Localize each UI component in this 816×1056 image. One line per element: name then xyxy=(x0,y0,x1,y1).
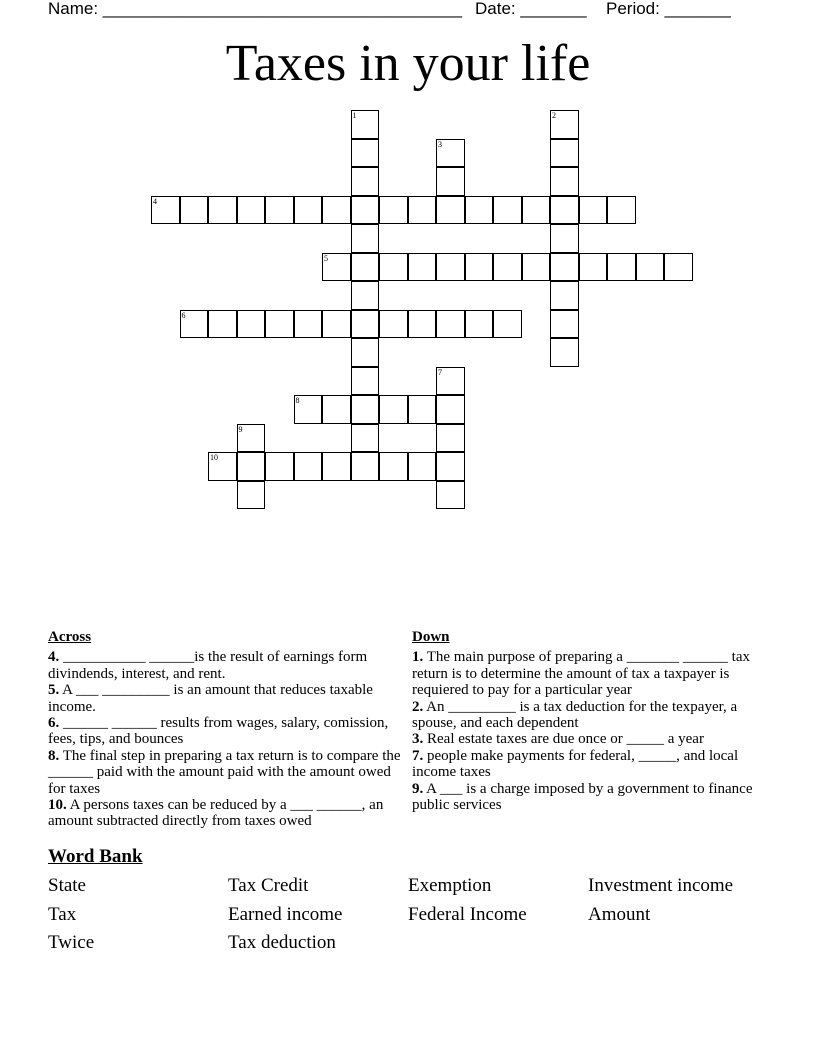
crossword-cell[interactable] xyxy=(522,196,551,225)
crossword-cell[interactable] xyxy=(294,310,323,339)
crossword-cell[interactable] xyxy=(550,139,579,168)
crossword-cell[interactable] xyxy=(322,310,351,339)
crossword-cell[interactable] xyxy=(351,452,380,481)
clue-number: 10 xyxy=(210,453,218,462)
clue-number: 9 xyxy=(238,424,243,434)
clue-down-9: 9. A ___ is a charge imposed by a government to finance public services xyxy=(412,780,753,814)
crossword-cell[interactable] xyxy=(465,196,494,225)
crossword-cell[interactable] xyxy=(436,367,465,396)
crossword-cell[interactable] xyxy=(237,196,266,225)
crossword-cell[interactable] xyxy=(607,196,636,225)
date-field-label[interactable]: Date: _______ xyxy=(475,0,587,18)
clue-number: 8 xyxy=(295,396,300,405)
crossword-cell[interactable] xyxy=(351,253,380,282)
crossword-cell[interactable] xyxy=(550,224,579,253)
word-bank-item: Earned income xyxy=(228,904,343,925)
crossword-cell[interactable] xyxy=(294,196,323,225)
clue-down-7: 7. people make payments for federal, _____, and local income taxes xyxy=(412,747,739,781)
crossword-cell[interactable] xyxy=(408,452,437,481)
crossword-cell[interactable] xyxy=(351,338,380,367)
crossword-cell[interactable] xyxy=(351,167,380,196)
crossword-cell[interactable] xyxy=(579,196,608,225)
crossword-cell[interactable] xyxy=(351,281,380,310)
crossword-cell[interactable] xyxy=(436,310,465,339)
crossword-cell[interactable] xyxy=(351,196,380,225)
crossword-cell[interactable] xyxy=(237,424,266,453)
word-bank-item: Tax xyxy=(48,904,77,925)
crossword-cell[interactable] xyxy=(294,452,323,481)
clue-number: 2 xyxy=(552,111,556,120)
crossword-cell[interactable] xyxy=(322,452,351,481)
page-title: Taxes in your life xyxy=(225,35,591,92)
clue-number: 1 xyxy=(352,111,357,120)
name-field-label[interactable]: Name: ______________________________________ xyxy=(48,0,463,18)
crossword-cell[interactable] xyxy=(408,196,437,225)
word-bank-item: Tax deduction xyxy=(228,932,336,953)
clue-number: 5 xyxy=(324,253,328,263)
crossword-cell[interactable] xyxy=(493,196,522,225)
crossword-cell[interactable] xyxy=(408,310,437,339)
clue-across-5: 5. A ___ _________ is an amount that reduces taxable income. xyxy=(48,682,373,715)
crossword-cell[interactable] xyxy=(351,367,380,396)
across-clues xyxy=(48,629,406,830)
word-bank-item: State xyxy=(48,875,86,896)
crossword-cell[interactable] xyxy=(436,395,465,424)
word-bank-item: Exemption xyxy=(408,875,492,896)
crossword-cell[interactable] xyxy=(237,481,266,510)
clue-across-8: 8. The final step in preparing a tax return is to compare the ______ paid with the amount paid with the amount owed for taxes xyxy=(48,747,401,797)
crossword-cell[interactable] xyxy=(322,196,351,225)
crossword-cell[interactable] xyxy=(550,167,579,196)
crossword-cell[interactable] xyxy=(265,310,294,339)
crossword-cell[interactable] xyxy=(550,110,579,139)
crossword-cell[interactable] xyxy=(379,395,408,424)
crossword-cell[interactable] xyxy=(351,424,380,453)
word-bank-item: Federal Income xyxy=(408,904,527,925)
crossword-cell[interactable] xyxy=(180,196,209,225)
crossword-cell[interactable] xyxy=(436,253,465,282)
crossword-cell[interactable] xyxy=(208,196,237,225)
word-bank-item: Amount xyxy=(588,904,651,925)
crossword-cell[interactable] xyxy=(265,196,294,225)
word-bank-item: Tax Credit xyxy=(228,875,309,896)
period-field-label[interactable]: Period: _______ xyxy=(606,0,731,18)
clue-number: 3 xyxy=(438,139,442,149)
clue-number: 7 xyxy=(438,367,442,377)
crossword-cell[interactable] xyxy=(664,253,693,282)
crossword-cell[interactable] xyxy=(322,253,351,282)
crossword-cell[interactable] xyxy=(408,395,437,424)
crossword-cell[interactable] xyxy=(351,310,380,339)
crossword-cell[interactable] xyxy=(436,452,465,481)
crossword-cell[interactable] xyxy=(436,424,465,453)
crossword-cell[interactable] xyxy=(237,310,266,339)
clue-across-4: 4. ___________ ______is the result of earnings form divindends, interest, and rent. xyxy=(48,649,368,682)
crossword-cell[interactable] xyxy=(351,395,380,424)
crossword-cell[interactable] xyxy=(550,338,579,367)
crossword-cell[interactable] xyxy=(436,481,465,510)
crossword-cell[interactable] xyxy=(550,253,579,282)
crossword-cell[interactable] xyxy=(208,310,237,339)
crossword-cell[interactable] xyxy=(351,110,380,139)
crossword-cell[interactable] xyxy=(550,310,579,339)
word-bank-heading: Word Bank xyxy=(48,846,143,867)
crossword-cell[interactable] xyxy=(522,253,551,282)
clue-number: 4 xyxy=(153,196,157,206)
crossword-cell[interactable] xyxy=(579,253,608,282)
crossword-cell[interactable] xyxy=(379,253,408,282)
crossword-cell[interactable] xyxy=(636,253,665,282)
across-heading: Across xyxy=(48,629,92,645)
crossword-cell[interactable] xyxy=(436,167,465,196)
word-bank-item: Investment income xyxy=(588,875,734,896)
crossword-cell[interactable] xyxy=(379,310,408,339)
crossword-cell[interactable] xyxy=(294,395,323,424)
crossword-cell[interactable] xyxy=(379,452,408,481)
crossword-cell[interactable] xyxy=(408,253,437,282)
clue-across-10: 10. A persons taxes can be reduced by a ___ ______, an amount subtracted directly from taxes owed xyxy=(48,797,384,830)
clue-down-3: 3. Real estate taxes are due once or _____ a year xyxy=(412,731,704,748)
crossword-cell[interactable] xyxy=(607,253,636,282)
crossword-cell[interactable] xyxy=(550,281,579,310)
crossword-cell[interactable] xyxy=(351,224,380,253)
crossword-cell[interactable] xyxy=(465,310,494,339)
crossword-cell[interactable] xyxy=(465,253,494,282)
word-bank-item: Twice xyxy=(48,932,95,953)
crossword-cell[interactable] xyxy=(237,452,266,481)
down-heading: Down xyxy=(412,629,450,645)
crossword-cell[interactable] xyxy=(493,310,522,339)
crossword-cell[interactable] xyxy=(322,395,351,424)
crossword-cell[interactable] xyxy=(436,196,465,225)
crossword-cell[interactable] xyxy=(379,196,408,225)
crossword-cell[interactable] xyxy=(493,253,522,282)
crossword-cell[interactable] xyxy=(550,196,579,225)
crossword-cell[interactable] xyxy=(351,139,380,168)
crossword-cell[interactable] xyxy=(436,139,465,168)
crossword-cell[interactable] xyxy=(208,452,237,481)
clue-down-1: 1. The main purpose of preparing a _______ ______ tax return is to determine the amount of tax a taxpayer is requiered to pay for a particular year xyxy=(412,649,750,699)
clue-across-6: 6. ______ ______ results from wages, salary, comission, fees, tips, and bounces xyxy=(48,715,389,748)
crossword-cell[interactable] xyxy=(265,452,294,481)
down-clues xyxy=(412,629,772,813)
crossword-cell[interactable] xyxy=(151,196,180,225)
clue-number: 6 xyxy=(181,310,186,320)
clue-down-2: 2. An _________ is a tax deduction for the texpayer, a spouse, and each dependent xyxy=(412,698,738,732)
crossword-cell[interactable] xyxy=(180,310,209,339)
